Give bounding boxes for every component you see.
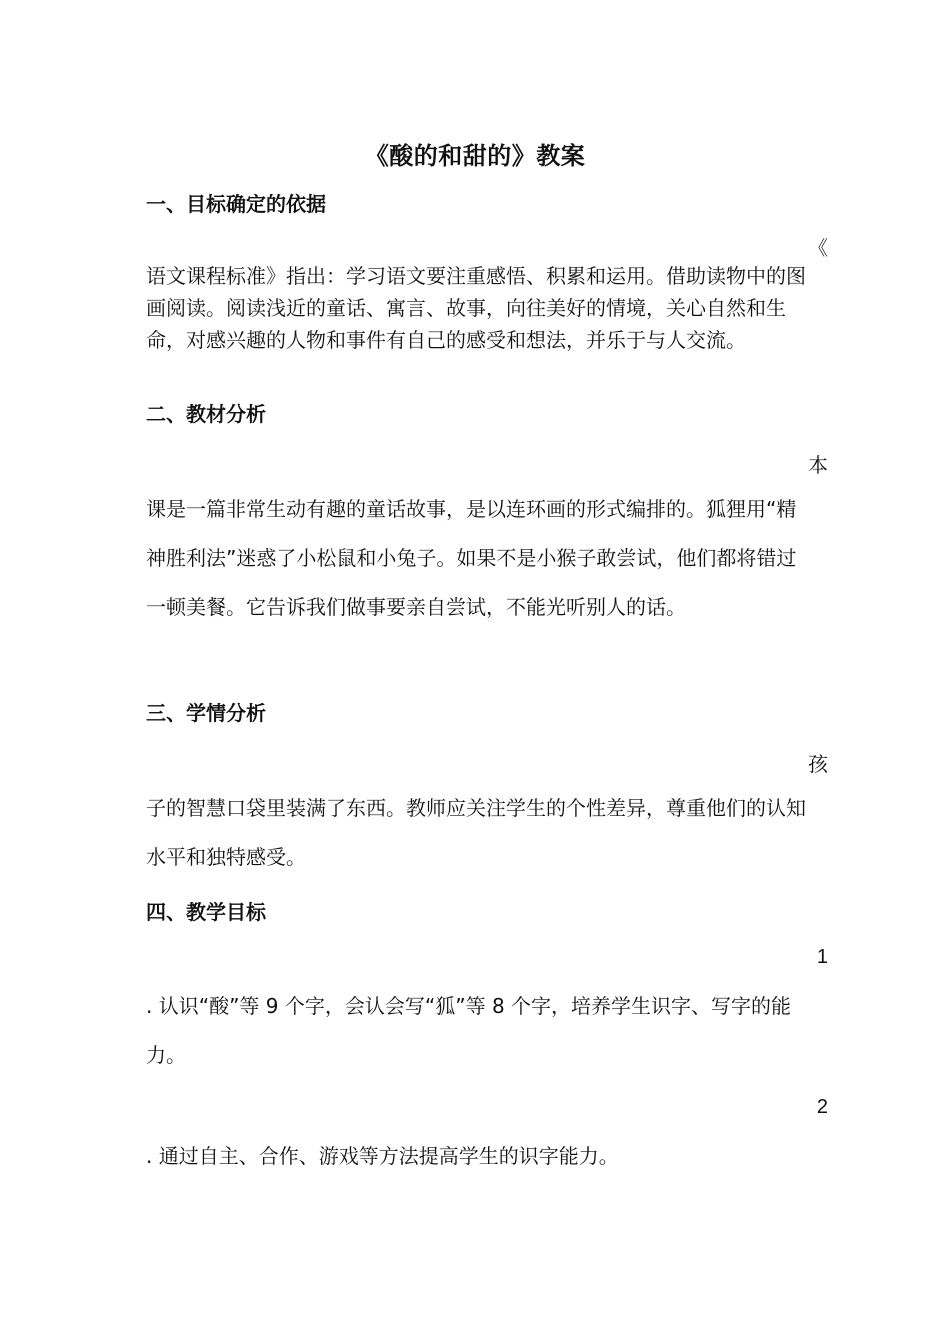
section-heading-teaching-goals: 四、教学目标: [146, 900, 266, 924]
section-heading-student-analysis: 三、学情分析: [146, 701, 266, 725]
section-heading-textbook-analysis: 二、教材分析: [146, 402, 266, 426]
goal-number: 1: [816, 946, 828, 968]
section-paragraph-textbook-analysis: 课是一篇非常生动有趣的童话故事，是以连环画的形式编排的。狐狸用“精神胜利法”迷惑了小松鼠和小兔子。如果不是小猴子敢尝试，他们都将错过一顿美餐。它告诉我们做事要亲自尝试，不能光听别人的话。: [146, 497, 797, 619]
section-lead-char: 孩: [808, 752, 828, 776]
goal-number: 2: [816, 1096, 828, 1118]
goal-item: . 认识“酸”等 9 个字，会认会写“狐”等 8 个字，培养学生识字、写字的能力。: [146, 994, 792, 1067]
section-lead-char: 本: [808, 453, 828, 477]
section-heading-basis: 一、目标确定的依据: [146, 192, 326, 216]
document-title: 《酸的和甜的》教案: [364, 142, 586, 170]
section-lead-char: 《: [808, 236, 828, 260]
section-paragraph-student-analysis: 子的智慧口袋里装满了东西。教师应关注学生的个性差异，尊重他们的认知水平和独特感受。: [146, 796, 806, 869]
goal-item: . 通过自主、合作、游戏等方法提高学生的识字能力。: [146, 1144, 619, 1168]
section-paragraph-basis: 语文课程标准》指出：学习语文要注重感悟、积累和运用。借助读物中的图画阅读。阅读浅近的童话、寓言、故事，向往美好的情境，关心自然和生命，对感兴趣的人物和事件有自己的感受和想法，并乐于与人交流。: [146, 264, 806, 352]
